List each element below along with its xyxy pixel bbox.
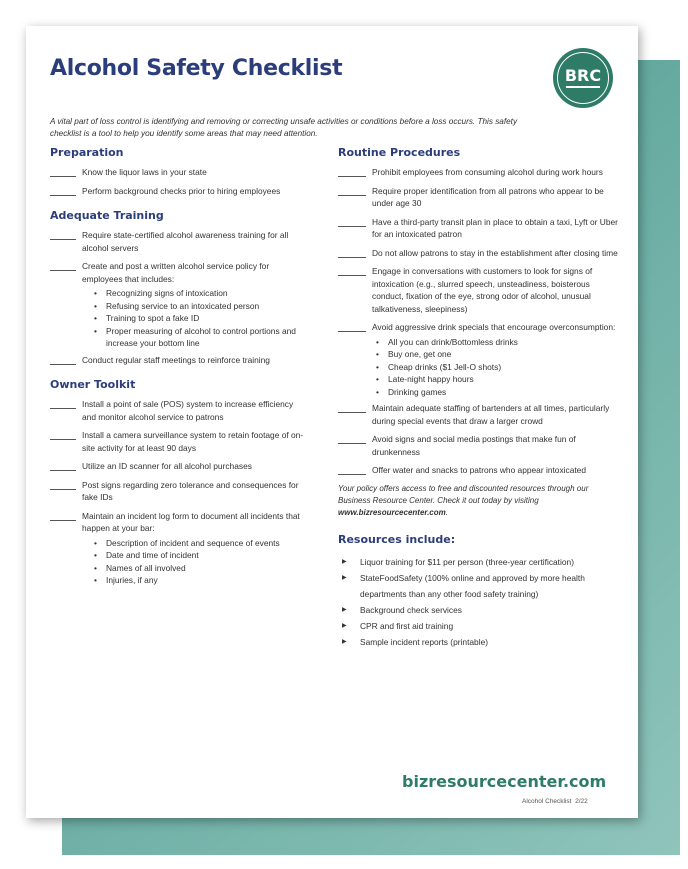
triangle-bullet-icon: ▶ — [342, 606, 347, 613]
checklist-page — [26, 26, 638, 818]
toolkit-section — [50, 378, 308, 587]
list-item: • Buy one, get one — [376, 348, 618, 361]
checklist-item: Conduct regular staff meetings to reinforce training — [50, 354, 308, 367]
list-item: • Drinking games — [376, 386, 618, 399]
check-blank[interactable] — [338, 166, 366, 177]
list-item: • Training to spot a fake ID — [94, 312, 308, 325]
triangle-bullet-icon: ▶ — [342, 574, 347, 581]
checklist-item: Offer water and snacks to patrons who appear intoxicated — [338, 464, 618, 477]
checklist-item: Maintain adequate staffing of bartenders at all times, particularly during special events that draw a larger crowd — [338, 402, 618, 427]
check-blank[interactable] — [50, 185, 76, 196]
resources-heading: Resources include: — [338, 532, 456, 546]
logo-text: BRC — [564, 66, 602, 86]
triangle-bullet-icon: ▶ — [342, 622, 347, 629]
resource-item: ▶ Liquor training for $11 per person (three-year certification) — [342, 554, 618, 570]
triangle-bullet-icon: ▶ — [342, 558, 347, 565]
checklist-item: Have a third-party transit plan in place to obtain a taxi, Lyft or Uber for an intoxicated patron — [338, 216, 618, 241]
check-blank[interactable] — [338, 265, 366, 276]
check-blank[interactable] — [50, 229, 76, 240]
checklist-item: Require state-certified alcohol awareness training for all alcohol servers — [50, 229, 308, 254]
check-blank[interactable] — [50, 354, 76, 365]
check-blank[interactable] — [50, 260, 76, 271]
drink-specials-sublist — [376, 336, 618, 399]
check-blank[interactable] — [50, 166, 76, 177]
checklist-item: Know the liquor laws in your state — [50, 166, 308, 179]
check-blank[interactable] — [50, 460, 76, 471]
checklist-item: Perform background checks prior to hiring employees — [50, 185, 308, 198]
preparation-heading: Preparation — [50, 146, 124, 159]
footer-meta: Alcohol Checklist 2/22 — [522, 798, 588, 805]
checklist-item: Engage in conversations with customers to look for signs of intoxication (e.g., slurred speech, unsteadiness, boisterous conduct, fixation of the eye, strong odor of alcohol, unusual talkativeness, sleepiness) — [338, 265, 618, 315]
triangle-bullet-icon: ▶ — [342, 638, 347, 645]
checklist-item: Install a point of sale (POS) system to increase efficiency and monitor alcohol service to patrons — [50, 398, 308, 423]
checklist-item: Require proper identification from all patrons who appear to be under age 30 — [338, 185, 618, 210]
brc-logo — [553, 48, 613, 108]
check-blank[interactable] — [338, 247, 366, 258]
check-blank[interactable] — [50, 510, 76, 521]
toolkit-sublist — [94, 537, 308, 587]
checklist-item: Do not allow patrons to stay in the establishment after closing time — [338, 247, 618, 260]
checklist-item: Prohibit employees from consuming alcohol during work hours — [338, 166, 618, 179]
check-blank[interactable] — [338, 402, 366, 413]
footer-url[interactable]: bizresourcecenter.com — [402, 772, 607, 791]
list-item: • Cheap drinks ($1 Jell-O shots) — [376, 361, 618, 374]
check-blank[interactable] — [338, 464, 366, 475]
training-sublist — [94, 287, 308, 350]
preparation-section — [50, 146, 308, 197]
check-blank[interactable] — [338, 321, 366, 332]
left-column — [50, 144, 308, 599]
check-blank[interactable] — [338, 433, 366, 444]
resource-item: ▶ Sample incident reports (printable) — [342, 634, 618, 650]
check-blank[interactable] — [50, 429, 76, 440]
training-heading: Adequate Training — [50, 209, 164, 222]
policy-link[interactable]: www.bizresourcecenter.com — [338, 507, 446, 517]
checklist-item: Avoid signs and social media postings that make fun of drunkenness — [338, 433, 618, 458]
resource-item: ▶ StateFoodSafety (100% online and approved by more health departments than any other food safety training) — [342, 570, 618, 602]
resource-item: ▶ Background check services — [342, 602, 618, 618]
list-item: • Refusing service to an intoxicated person — [94, 300, 308, 313]
list-item: • Injuries, if any — [94, 574, 308, 587]
check-blank[interactable] — [50, 479, 76, 490]
toolkit-heading: Owner Toolkit — [50, 378, 136, 391]
list-item: • All you can drink/Bottomless drinks — [376, 336, 618, 349]
list-item: • Description of incident and sequence of events — [94, 537, 308, 550]
routine-heading: Routine Procedures — [338, 146, 461, 159]
list-item: • Recognizing signs of intoxication — [94, 287, 308, 300]
list-item: • Names of all involved — [94, 562, 308, 575]
list-item: • Late-night happy hours — [376, 373, 618, 386]
check-blank[interactable] — [338, 216, 366, 227]
resource-item: ▶ CPR and first aid training — [342, 618, 618, 634]
checklist-item: Avoid aggressive drink specials that encourage overconsumption: — [338, 321, 618, 334]
list-item: • Date and time of incident — [94, 549, 308, 562]
checklist-item: Post signs regarding zero tolerance and consequences for fake IDs — [50, 479, 308, 504]
page-title: Alcohol Safety Checklist — [50, 56, 343, 81]
right-column — [338, 144, 618, 650]
check-blank[interactable] — [338, 185, 366, 196]
training-section — [50, 209, 308, 366]
intro-text: A vital part of loss control is identifying and removing or correcting unsafe activities or conditions before a loss occurs. This safety checklist is a tool to help you identify some areas that may need attention. — [50, 117, 518, 138]
policy-note: Your policy offers access to free and discounted resources through our Business Resource Center. Check it out today by visiting www.bizresourcecenter.com. — [338, 483, 589, 517]
checklist-item: Utilize an ID scanner for all alcohol purchases — [50, 460, 308, 473]
checklist-item: Create and post a written alcohol service policy for employees that includes: — [50, 260, 308, 285]
checklist-item: Install a camera surveillance system to retain footage of on-site activity for at least 90 days — [50, 429, 308, 454]
list-item: • Proper measuring of alcohol to control portions and increase your bottom line — [94, 325, 308, 350]
check-blank[interactable] — [50, 398, 76, 409]
checklist-item: Maintain an incident log form to document all incidents that happen at your bar: — [50, 510, 308, 535]
